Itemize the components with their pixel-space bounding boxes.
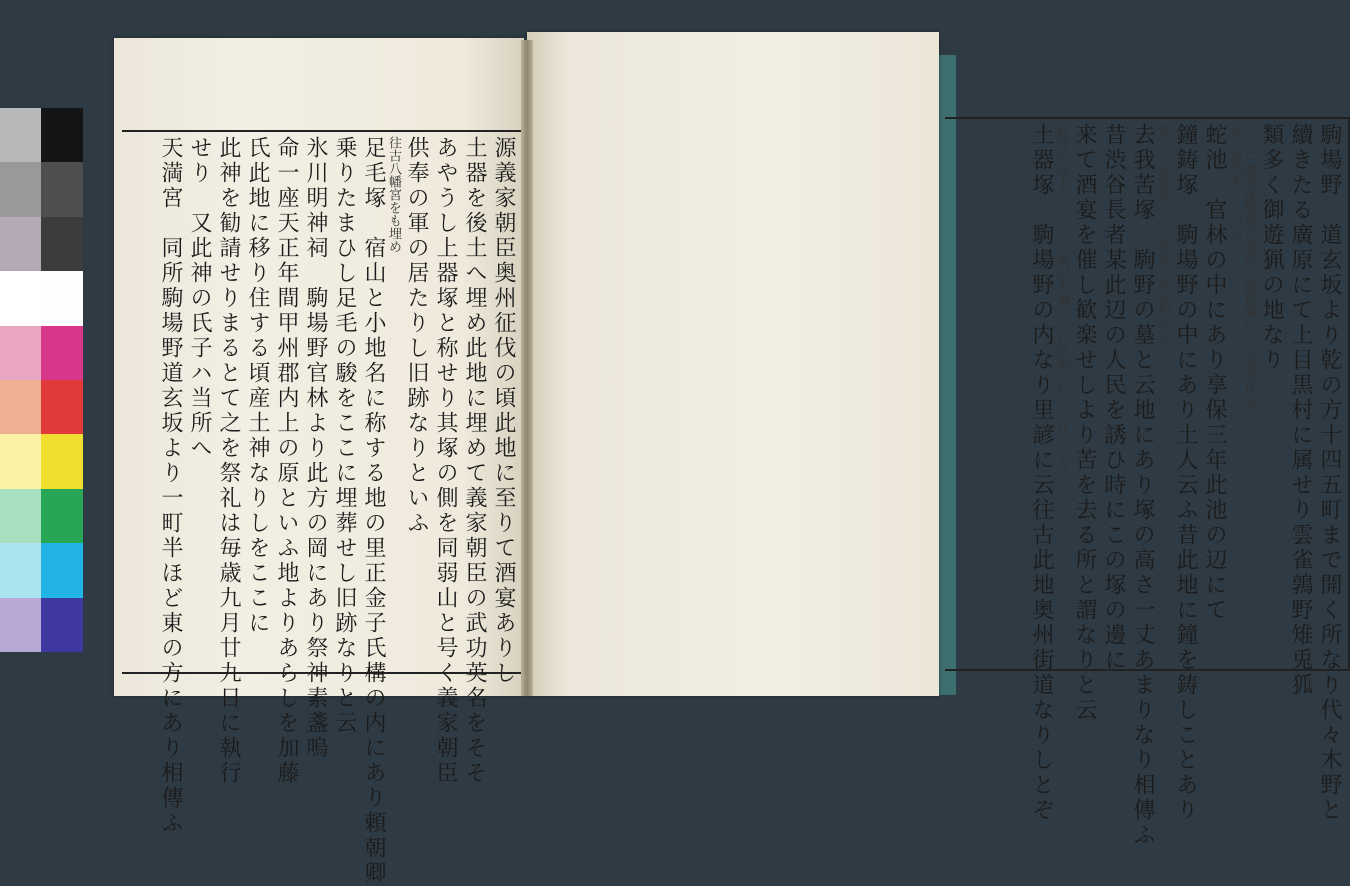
left-columns: [126, 136, 516, 886]
left-text-column: 土器を後土へ埋め此地に埋めて義家朝臣の武功英名をそそ: [462, 136, 487, 786]
left-text-column: 往古八幡宮をも埋め: [386, 136, 401, 253]
open-book: [114, 30, 1342, 886]
right-text-column: 以て此名ありといふ: [1227, 123, 1242, 240]
right-text-frame: [945, 117, 1350, 848]
calibration-patch: [41, 271, 83, 325]
left-text-column: 氏此地に移り住する頃産土神なりしをここに: [245, 136, 270, 636]
calibration-patch: [41, 543, 83, 597]
right-text-column: 此塚の後土人云ふ右は祝詞を誦せしに此地に於いて往古より: [1054, 123, 1069, 474]
calibration-patch: [41, 217, 83, 271]
calibration-patch: [41, 162, 83, 216]
right-text-column: 土器塚 駒場野の内なり里諺に云往古此地奥州街道なりしとぞ: [1029, 123, 1054, 823]
right-text-column: あるいは此池の下の水流下渋谷村の方へ: [1155, 123, 1170, 357]
calibration-patch: [0, 543, 41, 597]
right-text-column: 昔渋谷長者某此辺の人民を誘ひ時にこの塚の邊に: [1101, 123, 1126, 673]
right-text-column: 類多く御遊猟の地なり: [1259, 123, 1284, 373]
calibration-patch: [0, 380, 41, 434]
right-text-column: 續きたる廣原にて上目黒村に属せり雲雀鶉野雉兎狐: [1288, 123, 1313, 698]
left-text-frame: [122, 130, 522, 886]
color-calibration-strip: [0, 108, 83, 598]
left-text-column: 源義家朝臣奥州征伐の頃此地に至りて酒宴ありし: [491, 136, 516, 686]
left-text-column: せり 又此神の氏子ハ当所へ: [187, 136, 212, 461]
right-text-column: 来て酒宴を催し歓楽せしより苦を去る所と謂なりと云: [1072, 123, 1097, 723]
calibration-patch: [0, 271, 41, 325]
calibration-patch: [41, 326, 83, 380]
right-text-column: 駒場野 道玄坂より乾の方十四五町まで開く所なり代々木野と: [1317, 123, 1342, 823]
left-text-column: 供奉の軍の居たりし旧跡なりといふ: [404, 136, 429, 536]
calibration-patch: [0, 162, 41, 216]
calibration-patch: [41, 380, 83, 434]
calibration-patch: [41, 108, 83, 162]
calibration-patch: [0, 326, 41, 380]
left-text-column: 此神を勧請せりまるとて之を祭礼は毎歳九月廿九日に執行: [216, 136, 241, 786]
calibration-patch: [0, 434, 41, 488]
calibration-patch: [0, 489, 41, 543]
left-text-column: あやうし上器塚と称せり其塚の側を同弱山と号く義家朝臣: [433, 136, 458, 786]
calibration-patch: [0, 108, 41, 162]
calibration-patch: [0, 217, 41, 271]
calibration-patch: [41, 489, 83, 543]
calibration-patch: [0, 598, 41, 652]
calibration-patch: [41, 598, 83, 652]
left-text-column: 天満宮 同所駒場野道玄坂より一町半ほど東の方にあり相傳ふ: [158, 136, 183, 836]
left-text-column: 命一座天正年間甲州郡内上の原といふ地よりあらしを加藤: [274, 136, 299, 786]
right-page: [527, 32, 1342, 848]
right-text-column: 去我苦塚 駒野の墓と云地にあり塚の高さ一丈あまりなり相傳ふ: [1130, 123, 1155, 848]
right-text-column: 蛇池 官林の中にあり享保三年此池の辺にて: [1202, 123, 1227, 623]
right-columns: [949, 123, 1342, 848]
left-text-column: 氷川明神祠 駒場野官林より此方の岡にあり祭神素盞嗚: [303, 136, 328, 761]
book-gutter: [521, 40, 533, 696]
right-text-column: ここに此地は駒場村高台の御狩場にして其形状を: [1241, 123, 1256, 409]
calibration-patch: [41, 434, 83, 488]
left-text-column: 乗りたまひし足毛の駿をここに埋葬せし旧跡なりと云: [332, 136, 357, 736]
left-page: [114, 38, 524, 886]
right-text-column: 鐘鋳塚 駒場野の中にあり土人云ふ昔此地に鐘を鋳しことあり: [1173, 123, 1198, 823]
left-text-column: 足毛塚 宿山と小地名に称する地の里正金子氏構の内にあり頼朝卿: [361, 136, 386, 886]
